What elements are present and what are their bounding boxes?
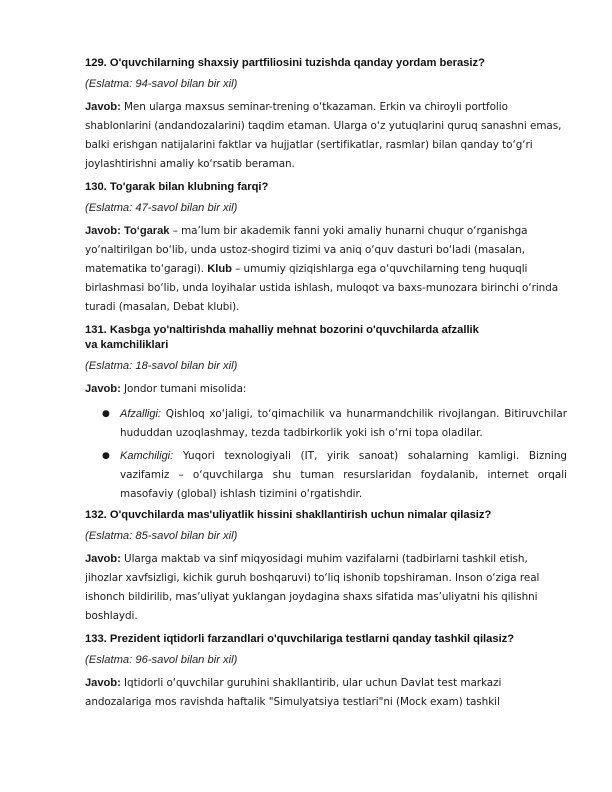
bullet-term: Kamchiligi: [120, 450, 174, 462]
bullet-list [85, 405, 567, 504]
answer-text-2: – umumiy qiziqishlarga ega o‘quvchilarning teng huquqli birlashmasi bo‘lib, unda loyihalar ustida ishlash, muloqot va baxs-munozara birinchi o‘rinda turadi (masalan, Debat klubi). [85, 263, 559, 313]
answer-text: Ularga maktab va sinf miqyosidagi muhim vazifalarni (tadbirlarni tashkil etish, jihozlar xavfsizligi, kichik guruh boshqaruvi) to‘liq ishonib topshiraman. Inson o‘ziga real ishonch bildirilib, mas’uliyat yuklangan joydagina shaxs sifatida mas’uliyatni his qilishni boshlaydi. [85, 553, 540, 622]
question-131-answer [85, 380, 567, 399]
list-item [85, 447, 567, 504]
question-131-title-line2: va kamchiliklari [85, 339, 169, 351]
question-131-title-line1: 131. Kasbga yo'naltirishda mahalliy mehnat bozorini o'quvchilarda afzallik [85, 324, 479, 336]
question-130-note: (Eslatma: 47-savol bilan bir xil) [85, 202, 238, 214]
document-page [85, 56, 567, 718]
question-130-title: 130. To'garak bilan klubning farqi? [85, 181, 269, 193]
question-132-answer [85, 550, 567, 626]
answer-label: Javob: [85, 553, 121, 565]
answer-text: Iqtidorli o‘quvchilar guruhini shakllantirib, ular uchun Davlat test markazi andozalariga mos ravishda haftalik "Simulyatsiya testlari"ni (Mock exam) tashkil [85, 677, 502, 708]
answer-text: Men ularga maxsus seminar-trening o‘tkazaman. Erkin va chiroyli portfolio shablonlarini (andandozalarini) taqdim etaman. Ularga o‘z yutuqlarini quruq sanashni emas, balki erishgan natijalarini faktlar va hujjatlar (sertifikatlar, rasmlar) bilan qanday to‘g‘ri joylashtirishni amaliy ko‘rsatib beraman. [85, 101, 562, 170]
question-130-answer [85, 222, 567, 317]
question-131-note: (Eslatma: 18-savol bilan bir xil) [85, 360, 238, 372]
question-132-note: (Eslatma: 85-savol bilan bir xil) [85, 530, 238, 542]
question-133-note: (Eslatma: 96-savol bilan bir xil) [85, 654, 238, 666]
bullet-icon: ● [102, 451, 110, 461]
keyword-togarak: To‘garak [124, 225, 170, 237]
keyword-klub: Klub [207, 263, 232, 275]
bullet-text: Qishloq xo‘jaligi, to‘qimachilik va hunarmandchilik rivojlangan. Bitiruvchilar hududdan uzoqlashmay, tezda tadbirkorlik yoki ish o‘rni topa oladilar. [120, 408, 567, 439]
bullet-term: Afzalligi: [120, 408, 161, 420]
answer-label: Javob: [85, 383, 121, 395]
bullet-icon: ● [102, 409, 110, 419]
answer-label: Javob: [85, 677, 121, 689]
answer-label: Javob: [85, 101, 121, 113]
answer-label: Javob: [85, 225, 121, 237]
answer-text-1: – ma’lum bir akademik fanni yoki amaliy hunarni chuqur o‘rganishga yo‘naltirilgan bo‘lib, unda ustoz-shogird tizimi va aniq o‘quv dasturi bo‘ladi (masalan, matematika to‘garagi). [85, 225, 528, 275]
list-item [85, 405, 567, 443]
question-129-note: (Eslatma: 94-savol bilan bir xil) [85, 78, 238, 90]
question-131-title [85, 323, 567, 353]
bullet-text: Yuqori texnologiyali (IT, yirik sanoat) sohalarning kamligi. Bizning vazifamiz – o‘quvchilarga shu tuman resurslaridan foydalanib, internet orqali masofaviy (global) ishlash tizimini o‘rgatishdir. [120, 450, 567, 500]
answer-text: Jondor tumani misolida: [120, 383, 247, 395]
question-133-answer [85, 674, 567, 712]
question-129-title: 129. O'quvchilarning shaxsiy partfiliosini tuzishda qanday yordam berasiz? [85, 57, 485, 69]
question-129-answer [85, 98, 567, 174]
question-132-title: 132. O'quvchilarda mas'uliyatlik hissini shakllantirish uchun nimalar qilasiz? [85, 509, 492, 521]
question-133-title: 133. Prezident iqtidorli farzandlari o'quvchilariga testlarni qanday tashkil qilasiz? [85, 633, 515, 645]
